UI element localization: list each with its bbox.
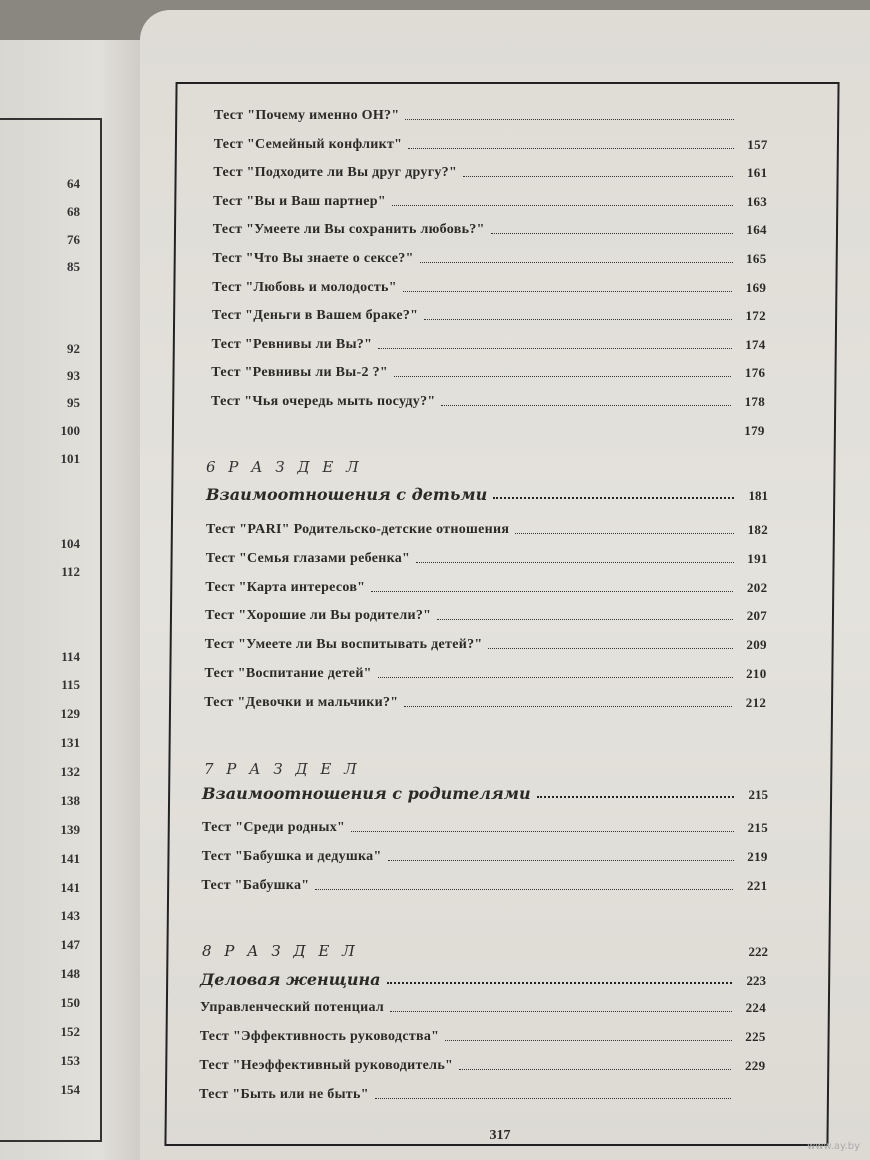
toc-entry-page: 225 [745,1029,766,1044]
toc-entry-title: Тест "Воспитание детей" [204,666,372,681]
left-page-number: 95 [67,395,80,410]
left-page-number: 100 [60,423,80,438]
toc-entry[interactable] [206,522,768,538]
toc-entry-title: Тест "Умеете ли Вы сохранить любовь?" [212,222,485,238]
section-7-title: Взаимоотношения с родителями [202,784,531,803]
section-6-title: Взаимоотношения с детьми [206,485,488,504]
section-7-title-row[interactable] [202,784,768,803]
toc-entry[interactable] [214,137,768,153]
leader-dots [403,290,732,292]
toc-entry[interactable] [199,1058,765,1074]
left-page-number: 104 [60,536,80,551]
toc-entry-page: 209 [746,637,767,653]
toc-entry[interactable] [213,222,767,238]
toc-entry-title: Тест "Подходите ли Вы друг другу?" [213,165,458,181]
toc-entry-title: Тест "Умеете ли Вы воспитывать детей?" [204,637,483,653]
leader-dots [491,232,733,234]
left-page-number: 85 [67,259,80,274]
toc-entry[interactable] [213,194,767,210]
toc-entry-page: 163 [746,193,768,209]
toc-entry-title: Тест "Вы и Ваш партнер" [213,193,386,209]
toc-entry-title: Тест "Любовь и молодость" [212,279,397,295]
page-number: 317 [170,1128,830,1144]
toc-entry-title: Тест "Девочки и мальчики?" [204,694,399,710]
left-page-number: 152 [60,1024,80,1039]
leader-dots [408,147,733,149]
left-page-number: 64 [67,176,80,191]
toc-entry-page: 207 [746,608,768,624]
section-7-page: 215 [748,787,768,802]
leader-dots [375,1097,731,1099]
leader-dots [315,888,733,890]
toc-entry-page: 229 [744,1058,766,1073]
left-page-number: 115 [61,677,80,692]
leader-dots [394,375,731,377]
toc-entry-title: Тест "Что Вы знаете о сексе?" [212,251,414,266]
left-page-number: 148 [60,966,80,981]
toc-entry[interactable] [205,637,767,653]
toc-entry-page: 212 [745,694,767,710]
leader-dots [387,982,732,984]
toc-entry-title: Тест "Семейный конфликт" [213,136,403,152]
toc-entry[interactable] [200,1000,766,1016]
toc-entry[interactable] [211,394,765,410]
toc-entry[interactable] [212,308,766,324]
section-8-label-page: 222 [748,944,768,959]
leader-dots [351,830,734,832]
toc-entry-title: Тест "Хорошие ли Вы родители?" [205,608,432,624]
toc-entry-title: Тест "Чья очередь мыть посуду?" [211,394,436,409]
toc-entry-title: Тест "Бабушка и дедушка" [201,849,382,864]
toc-entry[interactable] [212,337,766,353]
toc-entry-title: Тест "Быть или не быть" [199,1087,369,1102]
watermark: www.ay.by [807,1141,860,1152]
section-8-page: 223 [746,973,766,988]
toc-entry[interactable] [201,878,767,894]
left-page-number: 68 [67,204,80,219]
left-page-number: 76 [67,232,80,247]
left-page-number: 147 [60,937,80,952]
toc-entry-page: 219 [747,849,768,864]
leader-dots [459,1068,731,1070]
toc-entry-page: 191 [747,550,768,566]
toc-entry[interactable] [205,608,767,624]
toc-entry-page: 221 [746,878,768,893]
toc-entry-page: 157 [747,136,768,152]
toc-entry-page: 164 [746,222,767,238]
leader-dots [378,347,731,349]
leader-dots [441,404,731,406]
toc-entry-page: 210 [746,666,767,681]
toc-entry[interactable] [211,423,765,439]
toc-entry-page: 174 [745,336,766,352]
toc-entry-title: Тест "Почему именно ОН?" [214,108,400,123]
toc-entry[interactable] [200,1029,766,1045]
left-page-number: 129 [60,706,80,721]
toc-entry[interactable] [202,849,768,865]
left-page-number: 138 [60,793,80,808]
toc-entry[interactable] [212,280,766,296]
leader-dots [371,590,733,592]
section-8-title-row[interactable] [200,970,766,989]
toc-entry[interactable] [205,580,767,596]
left-page-number: 139 [60,822,80,837]
toc-entry-page: 176 [744,365,766,381]
left-page-number: 154 [60,1082,80,1097]
toc-entry-page: 179 [744,422,765,438]
toc-entry[interactable] [206,551,768,567]
toc-entry-title: Тест "Ревнивы ли Вы?" [211,336,373,352]
leader-dots [405,118,734,120]
left-page-number: 143 [60,908,80,923]
left-page-number: 141 [60,880,80,895]
section-7-label: 7 Р А З Д Е Л [204,760,361,778]
left-page-number: 153 [60,1053,80,1068]
left-page-number: 114 [61,649,80,664]
toc-entry-page: 169 [745,279,767,295]
left-page-number: 93 [67,368,80,383]
toc-entry[interactable] [202,820,768,836]
leader-dots [392,204,733,206]
section-8-label-row [202,942,768,960]
toc-entry-title: Тест "Ревнивы ли Вы-2 ?" [211,365,388,381]
leader-dots [488,647,732,649]
leader-dots [378,676,733,678]
leader-dots [493,497,734,499]
section-6-page: 181 [748,488,768,503]
leader-dots [404,705,732,707]
left-page-number: 150 [60,995,80,1010]
toc-entry[interactable] [204,695,766,711]
toc-entry-title: Управленческий потенциал [200,1000,385,1015]
toc-entry-title: Тест "PARI" Родительско-детские отношения [206,522,510,537]
section-8-label: 8 Р А З Д Е Л [202,942,359,960]
toc-entry-page: 215 [747,820,768,835]
toc-entry[interactable] [205,666,767,682]
toc-entry-page: 202 [746,579,768,595]
left-page-number: 131 [60,735,80,750]
left-page-number: 112 [61,564,80,579]
toc-entry-title: Тест "Деньги в Вашем браке?" [211,308,419,324]
toc-entry[interactable] [213,251,767,267]
leader-dots [463,175,733,177]
section-8-title: Деловая женщина [200,970,381,989]
toc-entry-page: 165 [746,251,767,266]
section-6-title-row[interactable] [206,485,768,504]
toc-entry[interactable] [214,108,768,124]
toc-entry-page: 178 [744,394,765,409]
toc-entry-title: Тест "Семья глазами ребенка" [205,550,411,566]
leader-dots [515,532,734,534]
left-page-number: 92 [67,341,80,356]
leader-dots [437,618,733,620]
toc-entry-title: Тест "Среди родных" [202,820,346,835]
leader-dots [416,561,734,563]
leader-dots [390,1010,732,1012]
leader-dots [217,434,731,435]
leader-dots [388,859,734,861]
leader-dots [420,261,733,263]
toc-entry[interactable] [199,1087,765,1103]
toc-entry[interactable] [213,165,767,181]
toc-entry-page: 182 [747,522,768,537]
leader-dots [424,318,732,320]
toc-entry-title: Тест "Эффективность руководства" [199,1029,440,1044]
left-page-number: 141 [60,851,80,866]
toc-entry-title: Тест "Неэффективный руководитель" [199,1058,454,1073]
section-6-label: 6 Р А З Д Е Л [206,458,363,476]
leader-dots [537,796,734,798]
toc-entry-title: Тест "Бабушка" [201,878,310,893]
toc-entry-title: Тест "Карта интересов" [205,579,366,595]
toc-entry[interactable] [211,365,765,381]
toc-entry-page: 172 [745,308,766,324]
toc-entry-page: 224 [745,1000,766,1015]
left-page-number: 101 [60,451,80,466]
left-page-number: 132 [60,764,80,779]
toc-entry-page: 161 [746,165,768,181]
leader-dots [445,1039,731,1041]
